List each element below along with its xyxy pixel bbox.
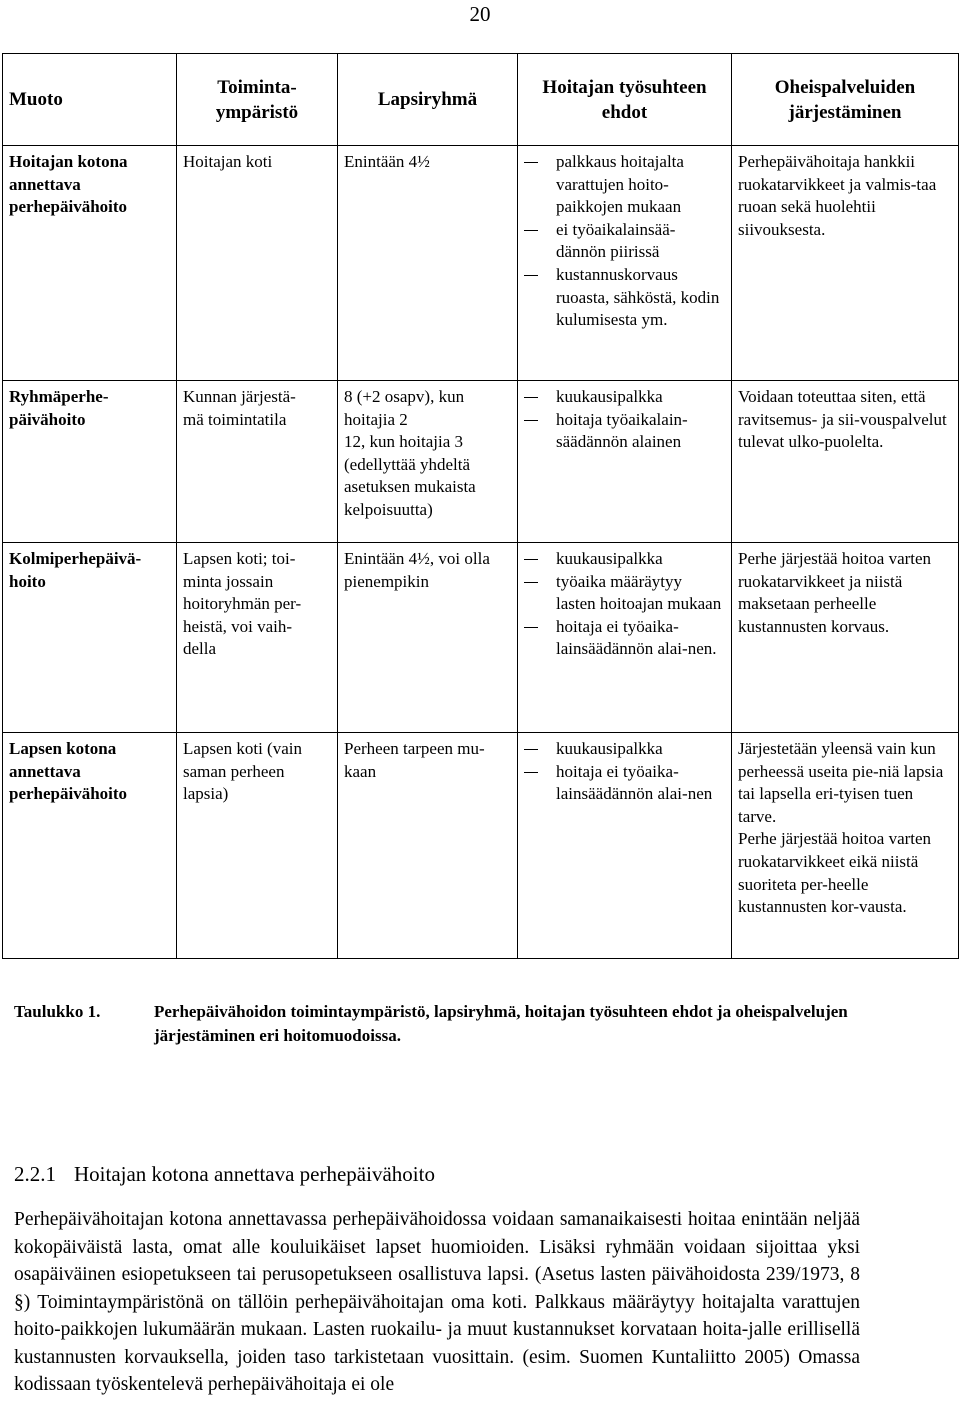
cell-group: Perheen tarpeen mu- kaan bbox=[338, 733, 518, 959]
cell-form: Hoitajan kotona annettava perhepäivähoito bbox=[3, 146, 177, 381]
list-item: palkkaus hoitajalta varattujen hoito-paikkojen mukaan bbox=[524, 151, 725, 219]
list-item: ei työaikalainsää-dännön piirissä bbox=[524, 219, 725, 264]
terms-list bbox=[524, 738, 725, 806]
cell-terms bbox=[518, 381, 732, 543]
list-item: kuukausipalkka bbox=[524, 386, 725, 409]
list-item: työaika määräytyy lasten hoitoajan mukaan bbox=[524, 571, 725, 616]
section-heading bbox=[14, 1160, 435, 1188]
table-header-row bbox=[3, 54, 959, 146]
cell-terms bbox=[518, 733, 732, 959]
table-row bbox=[3, 543, 959, 733]
list-item: kuukausipalkka bbox=[524, 548, 725, 571]
caption-label: Taulukko 1. bbox=[14, 1002, 101, 1021]
cell-environment: Hoitajan koti bbox=[177, 146, 338, 381]
caption-text: Perhepäivähoidon toimintaympäristö, lapsiryhmä, hoitajan työsuhteen ehdot ja oheispalvelujen järjestäminen eri hoitomuodoissa. bbox=[154, 1002, 848, 1045]
cell-environment: Lapsen koti (vain saman perheen lapsia) bbox=[177, 733, 338, 959]
section-title: Hoitajan kotona annettava perhepäivähoito bbox=[74, 1162, 435, 1186]
header-form: Muoto bbox=[3, 54, 177, 146]
cell-form: Kolmiperhepäivä- hoito bbox=[3, 543, 177, 733]
header-group: Lapsiryhmä bbox=[338, 54, 518, 146]
cell-services: Perhe järjestää hoitoa varten ruokatarvikkeet ja niistä maksetaan perheelle kustannusten korvaus. bbox=[732, 543, 959, 733]
cell-group: 8 (+2 osapv), kun hoitajia 2 12, kun hoitajia 3 (edellyttää yhdeltä asetuksen mukaista kelpoisuutta) bbox=[338, 381, 518, 543]
cell-services: Järjestetään yleensä vain kun perheessä useita pie-niä lapsia tai lapsella eri-tyisen tuen tarve. Perhe järjestää hoitoa varten ruokatarvikkeet eikä niistä suoriteta per-heelle kustannusten kor-vausta. bbox=[732, 733, 959, 959]
list-item: kuukausipalkka bbox=[524, 738, 725, 761]
list-item: hoitaja ei työaika-lainsäädännön alai-nen. bbox=[524, 616, 725, 661]
table-row bbox=[3, 381, 959, 543]
list-item: kustannuskorvaus ruoasta, sähköstä, kodin kulumisesta ym. bbox=[524, 264, 725, 332]
cell-form: Lapsen kotona annettava perhepäivähoito bbox=[3, 733, 177, 959]
cell-environment: Lapsen koti; toi- minta jossain hoitoryhmän per- heistä, voi vaih- della bbox=[177, 543, 338, 733]
header-terms: Hoitajan työsuhteen ehdot bbox=[518, 54, 732, 146]
care-forms-table bbox=[2, 53, 959, 959]
cell-form: Ryhmäperhe- päivähoito bbox=[3, 381, 177, 543]
list-item: hoitaja ei työaika-lainsäädännön alai-nen bbox=[524, 761, 725, 806]
cell-group: Enintään 4½, voi olla pienempikin bbox=[338, 543, 518, 733]
table-row bbox=[3, 146, 959, 381]
cell-terms bbox=[518, 146, 732, 381]
terms-list bbox=[524, 548, 725, 661]
list-item: hoitaja työaikalain-säädännön alainen bbox=[524, 409, 725, 454]
cell-services: Perhepäivähoitaja hankkii ruokatarvikkeet ja valmis-taa ruoan sekä huolehtii siivouksesta. bbox=[732, 146, 959, 381]
page-number: 20 bbox=[469, 2, 491, 26]
terms-list bbox=[524, 386, 725, 454]
cell-terms bbox=[518, 543, 732, 733]
header-services: Oheispalveluiden järjestäminen bbox=[732, 54, 959, 146]
table-row bbox=[3, 733, 959, 959]
cell-environment: Kunnan järjestä- mä toimintatila bbox=[177, 381, 338, 543]
terms-list bbox=[524, 151, 725, 332]
header-environment: Toiminta- ympäristö bbox=[177, 54, 338, 146]
cell-services: Voidaan toteuttaa siten, että ravitsemus- ja sii-vouspalvelut tulevat ulko-puolelta. bbox=[732, 381, 959, 543]
table-caption bbox=[14, 1000, 944, 1048]
body-paragraph: Perhepäivähoitajan kotona annettavassa perhepäivähoidossa voidaan samanaikaisesti hoitaa enintään neljää kokopäiväistä lasta, omat alle kouluikäiset lapset huomioiden. Lisäksi ryhmään voidaan sijoittaa yksi osapäiväinen esiopetukseen tai perusopetukseen osallistuva lapsi. (Asetus lasten päivähoidosta 239/1973, 8 §) Toimintaympäristönä on tällöin perhepäivähoitajan oma koti. Palkkaus määräytyy hoitajalta varattujen hoito-paikkojen lukumäärän mukaan. Lasten ruokailu- ja muut kustannukset korvataan hoita-jalle erillisellä kustannusten korvauksella, joiden taso tarkistetaan vuosittain. (esim. Suomen Kuntaliitto 2005) Omassa kodissaan työskentelevä perhepäivähoitaja ei ole bbox=[14, 1209, 860, 1395]
cell-group: Enintään 4½ bbox=[338, 146, 518, 381]
section-number: 2.2.1 bbox=[14, 1162, 56, 1186]
